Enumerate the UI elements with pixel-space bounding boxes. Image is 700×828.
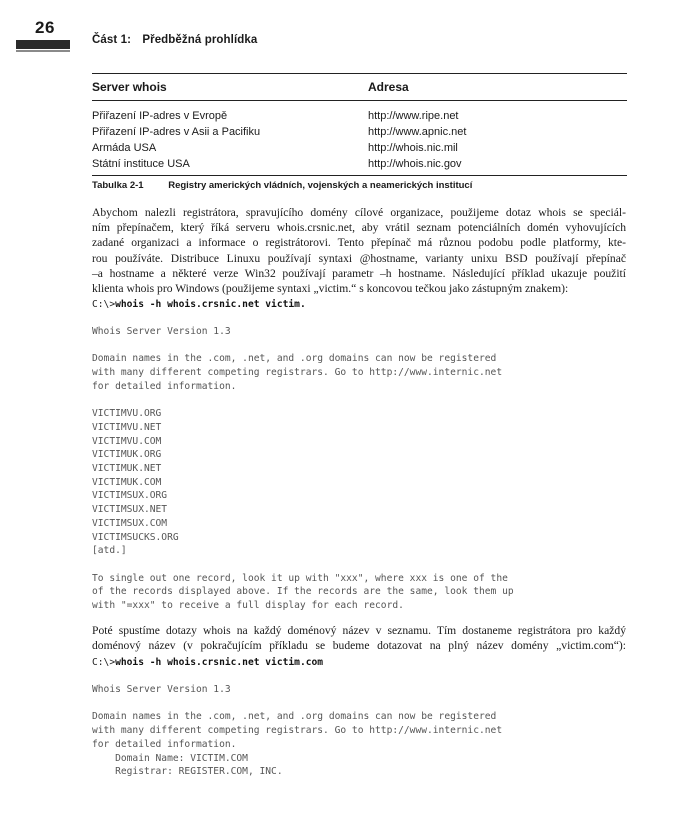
output-line: VICTIMUK.ORG bbox=[92, 449, 162, 461]
paragraph-line: klienta whois pro Windows (použijeme syntaxi „victim.“ s koncovou tečkou jako zástupným znakem): bbox=[92, 282, 569, 296]
page-number: 26 bbox=[35, 18, 55, 37]
body-paragraph-2 bbox=[92, 623, 626, 653]
output-line: VICTIMVU.COM bbox=[92, 435, 162, 447]
paragraph-line: ním přepínačem, který říká serveru whois.crsnic.net, aby vrátil seznam potenciálních domén vyhovujících bbox=[92, 221, 626, 235]
command-text: whois -h whois.crsnic.net victim. bbox=[115, 299, 306, 310]
whois-servers-table bbox=[92, 73, 627, 176]
table-cell-address: http://www.ripe.net bbox=[368, 110, 459, 122]
output-line: VICTIMVU.ORG bbox=[92, 408, 162, 420]
output-line: of the records displayed above. If the records are the same, look them up bbox=[92, 586, 514, 598]
running-head bbox=[92, 34, 257, 46]
command-output-2 bbox=[92, 683, 502, 779]
table-row bbox=[92, 156, 627, 172]
table-row bbox=[92, 140, 627, 156]
command-output-1 bbox=[92, 325, 514, 613]
output-line: [atd.] bbox=[92, 545, 127, 557]
output-line: Whois Server Version 1.3 bbox=[92, 684, 231, 695]
paragraph-line: Abychom nalezli registrátora, spravujícího domény cílové organizace, použijeme dotaz whois se speciál- bbox=[92, 206, 626, 219]
paragraph-line: zadané organizaci a informace o registrátorovi. Tento přepínač má různou podobu podle platformy, kte- bbox=[92, 236, 626, 250]
paragraph-line: doménový název (v pokračujícím příkladu se budeme dotazovat na plný název domény „victim.com“): bbox=[92, 639, 626, 653]
paragraph-line: rou používáte. Distribuce Linuxu používají syntaxi @hostname, varianty unixu BSD používají přepínač bbox=[92, 251, 626, 265]
table-cell-server: Přiřazení IP-adres v Asii a Pacifiku bbox=[92, 126, 261, 138]
output-line: with many different competing registrars. Go to http://www.internic.net bbox=[92, 367, 503, 379]
output-line: with "=xxx" to receive a full display for each record. bbox=[92, 600, 404, 612]
chapter-title: Předběžná prohlídka bbox=[142, 34, 258, 46]
output-line: VICTIMSUX.COM bbox=[92, 517, 168, 529]
table-cell-address: http://whois.nic.gov bbox=[368, 158, 462, 170]
output-line: Domain names in the .com, .net, and .org domains can now be registered bbox=[92, 711, 497, 723]
output-line: VICTIMSUX.NET bbox=[92, 504, 168, 516]
table-caption-number: Tabulka 2-1 bbox=[92, 180, 144, 191]
command-prompt: C:\> bbox=[92, 657, 116, 668]
table-caption bbox=[92, 180, 472, 191]
output-line: VICTIMSUCKS.ORG bbox=[92, 531, 179, 543]
column-header-address: Adresa bbox=[368, 80, 409, 94]
output-line: To single out one record, look it up with "xxx", where xxx is one of the bbox=[92, 572, 508, 584]
column-header-server: Server whois bbox=[92, 80, 167, 94]
table-caption-text: Registry amerických vládních, vojenských a neamerických institucí bbox=[168, 180, 473, 191]
part-label: Část 1: bbox=[92, 34, 132, 46]
table-cell-address: http://whois.nic.mil bbox=[368, 142, 458, 154]
output-line: VICTIMUK.NET bbox=[92, 463, 162, 475]
body-paragraph-1 bbox=[92, 205, 626, 296]
output-line: Domain Name: VICTIM.COM bbox=[92, 752, 248, 764]
table-header bbox=[92, 73, 627, 101]
output-line: Registrar: REGISTER.COM, INC. bbox=[92, 766, 283, 778]
table-cell-server: Přiřazení IP-adres v Evropě bbox=[92, 110, 228, 122]
output-line: Whois Server Version 1.3 bbox=[92, 326, 231, 337]
table-cell-server: Armáda USA bbox=[92, 142, 157, 154]
paragraph-line: Poté spustíme dotazy whois na každý doménový název v seznamu. Tím dostaneme registrátora pro každý bbox=[92, 624, 626, 637]
output-line: with many different competing registrars. Go to http://www.internic.net bbox=[92, 725, 503, 737]
page-number-bar bbox=[16, 40, 70, 49]
output-line: VICTIMVU.NET bbox=[92, 421, 162, 433]
output-line: VICTIMSUX.ORG bbox=[92, 490, 168, 502]
command-prompt: C:\> bbox=[92, 299, 116, 310]
command-line-1 bbox=[92, 298, 306, 312]
table-cell-server: Státní instituce USA bbox=[92, 158, 190, 170]
command-line-2 bbox=[92, 656, 323, 670]
output-line: for detailed information. bbox=[92, 738, 237, 750]
output-line: for detailed information. bbox=[92, 380, 237, 392]
table-row bbox=[92, 108, 627, 124]
output-line: VICTIMUK.COM bbox=[92, 476, 162, 488]
table-body bbox=[92, 101, 627, 176]
table-cell-address: http://www.apnic.net bbox=[368, 126, 467, 138]
paragraph-line: –a hostname a některé verze Win32 používají parametr –h hostname. Následující příklad ukazuje použití bbox=[92, 266, 626, 280]
output-line: Domain names in the .com, .net, and .org domains can now be registered bbox=[92, 353, 497, 365]
table-row bbox=[92, 124, 627, 140]
command-text: whois -h whois.crsnic.net victim.com bbox=[115, 657, 324, 668]
